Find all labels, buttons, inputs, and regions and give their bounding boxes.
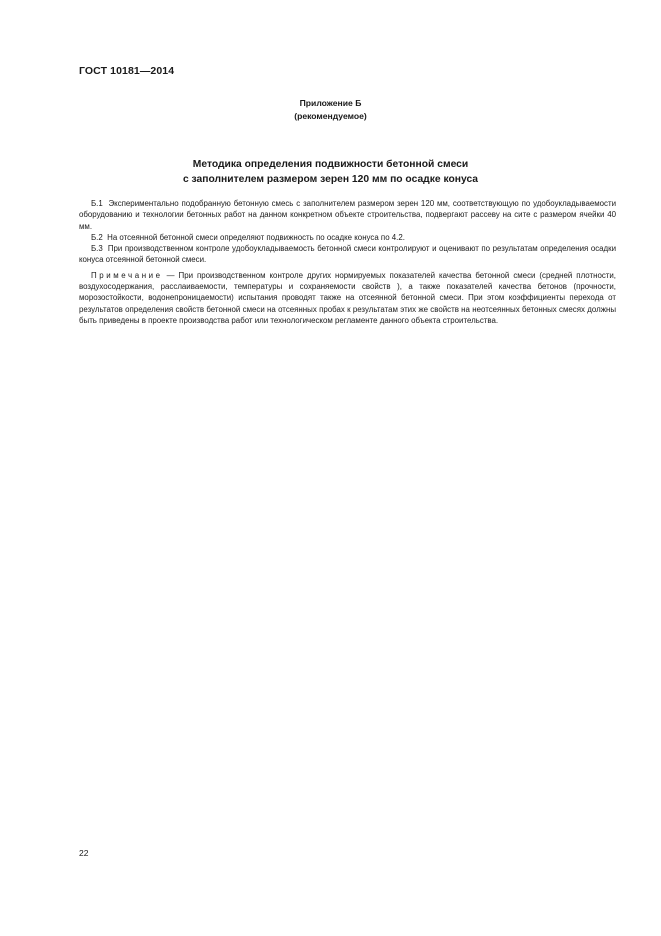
note-label: Примечание bbox=[91, 270, 163, 280]
title-line-2: с заполнителем размером зерен 120 мм по осадке конуса bbox=[182, 174, 479, 185]
note-paragraph bbox=[79, 270, 616, 326]
note-dash: — bbox=[166, 270, 175, 280]
paragraph-b2 bbox=[79, 232, 616, 243]
paragraph-text: При производственном контроле удобоукладываемость бетонной смеси контролируют и оценивают по результатам определения осадки конуса отсеянной бетонной смеси. bbox=[79, 244, 617, 265]
document-body bbox=[79, 198, 616, 326]
paragraph-label: Б.1 bbox=[91, 199, 103, 208]
paragraph-label: Б.2 bbox=[91, 232, 103, 242]
page-number: 22 bbox=[79, 848, 89, 858]
appendix-status: (рекомендуемое) bbox=[294, 111, 367, 121]
paragraph-text: На отсеянной бетонной смеси определяют подвижность по осадке конуса по 4.2. bbox=[107, 232, 405, 242]
paragraph-b3 bbox=[79, 243, 616, 266]
standard-code: ГОСТ 10181—2014 bbox=[79, 65, 175, 77]
title-line-1: Методика определения подвижности бетонной смеси bbox=[192, 159, 469, 170]
appendix-label: Приложение Б bbox=[299, 98, 362, 108]
appendix-heading bbox=[0, 97, 661, 123]
paragraph-label: Б.3 bbox=[91, 244, 103, 254]
note-text: При производственном контроле других нормируемых показателей качества бетонной смеси (средней плотности, воздухосодержания, расслаиваемости, температуры и сохраняемости свойств ), а также показателей качества бетонов (прочности, морозостойкости, водонепроницаемости) испытания проводят также на отсеянной бетонной смеси. При этом коэффициенты перехода от результатов определения свойств бетонной смеси на отсеянных пробах к результатам этих же свойств на неотсеянных бетонных смесях должны быть приведены в проекте производства работ или технологическом регламенте данного объекта строительства. bbox=[79, 270, 617, 325]
appendix-title bbox=[0, 157, 661, 187]
paragraph-b1 bbox=[79, 198, 616, 232]
paragraph-text: Экспериментально подобранную бетонную смесь с заполнителем размером зерен 120 мм, соответствующую по удобоукладываемости оборудованию и технологии бетонных работ на данном конкретном объекте строительства, подвергают рассеву на сите с размером ячейки 40 мм. bbox=[79, 199, 617, 231]
